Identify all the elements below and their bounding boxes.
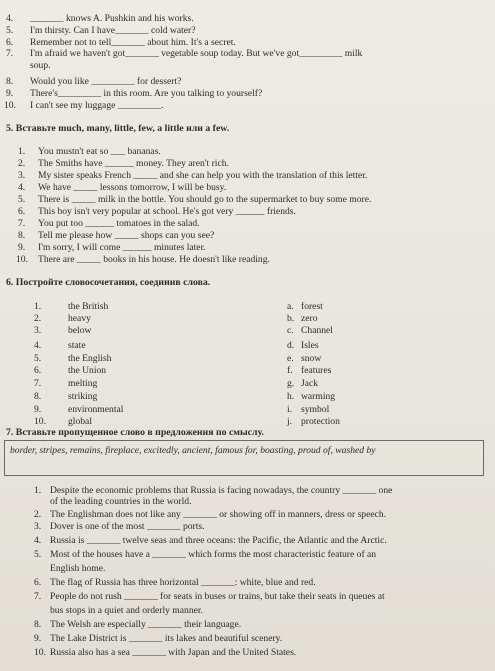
- match-letter: g.: [287, 378, 295, 389]
- match-right-word: symbol: [301, 404, 330, 415]
- match-letter: h.: [287, 391, 295, 402]
- match-letter: b.: [287, 313, 295, 324]
- item-number: 4.: [18, 182, 26, 193]
- item-number: 8.: [6, 76, 14, 87]
- sentence: You mustn't eat so ___ bananas.: [38, 146, 161, 157]
- sentence: My sister speaks French _____ and she can help you with the translation of this letter.: [38, 170, 368, 181]
- match-right-word: snow: [301, 353, 322, 364]
- item-number: 3.: [34, 521, 42, 532]
- item-number: 9.: [6, 88, 14, 99]
- match-letter: i.: [287, 404, 293, 415]
- match-right-word: warming: [301, 391, 336, 402]
- match-left-word: striking: [68, 391, 98, 402]
- item-number: 8.: [34, 619, 42, 630]
- sentence: Russia also has a sea _______ with Japan and the United States.: [50, 647, 297, 658]
- sentence: There is _____ milk in the bottle. You should go to the supermarket to buy some more.: [38, 194, 372, 205]
- match-left-word: the British: [68, 301, 109, 312]
- match-right-word: Jack: [301, 378, 319, 389]
- match-letter: c.: [287, 325, 294, 336]
- sentence: I'm afraid we haven't got_______ vegetable soup today. But we've got_________ milk: [30, 48, 363, 59]
- match-right-word: forest: [301, 301, 323, 312]
- sentence: The Welsh are especially _______ their language.: [50, 619, 242, 630]
- match-left-word: below: [68, 325, 92, 336]
- item-number: 7.: [6, 48, 14, 59]
- item-number: 9.: [18, 242, 26, 253]
- match-left-word: the Union: [68, 365, 107, 376]
- sentence: _______ knows A. Pushkin and his works.: [30, 13, 194, 24]
- item-number: 10.: [34, 647, 46, 658]
- match-number: 5.: [34, 353, 42, 364]
- match-letter: j.: [287, 416, 293, 427]
- match-number: 9.: [34, 404, 42, 415]
- item-number: 5.: [34, 549, 42, 560]
- item-number: 4.: [6, 13, 14, 24]
- item-number: 6.: [6, 37, 14, 48]
- sentence: We have _____ lessons tomorrow, I will be busy.: [38, 182, 227, 193]
- section5-heading: 5. Вставьте much, many, little, few, a little или a few.: [6, 123, 230, 134]
- item-number: 10.: [4, 100, 16, 111]
- sentence: Remember not to tell_______ about him. It's a secret.: [30, 37, 236, 48]
- match-number: 6.: [34, 365, 42, 376]
- item-number: 2.: [34, 509, 42, 520]
- sentence: Tell me please how _____ shops can you see?: [38, 230, 215, 241]
- sentence: The Smiths have ______ money. They aren't rich.: [38, 158, 229, 169]
- item-number: 6.: [34, 577, 42, 588]
- sentence: Dover is one of the most _______ ports.: [50, 521, 205, 532]
- match-left-word: global: [68, 416, 92, 427]
- item-number: 5.: [6, 25, 14, 36]
- match-left-word: melting: [68, 378, 98, 389]
- item-number: 10.: [16, 254, 28, 265]
- sentence: There's_________ in this room. Are you talking to yourself?: [30, 88, 263, 99]
- match-letter: a.: [287, 301, 294, 312]
- sentence: I can't see my luggage _________.: [30, 100, 164, 111]
- match-right-word: Channel: [301, 325, 333, 336]
- match-number: 10.: [34, 416, 46, 427]
- item-number: 7.: [34, 591, 42, 602]
- sentence: I'm sorry, I will come ______ minutes later.: [38, 242, 206, 253]
- item-number: 3.: [18, 170, 26, 181]
- match-number: 3.: [34, 325, 42, 336]
- item-number: 8.: [18, 230, 26, 241]
- section6-heading: 6. Постройте словосочетания, соединив слова.: [6, 277, 211, 288]
- sentence: soup.: [30, 60, 51, 71]
- match-number: 2.: [34, 313, 42, 324]
- sentence: of the leading countries in the world.: [50, 496, 192, 507]
- match-left-word: environmental: [68, 404, 124, 415]
- item-number: 9.: [34, 633, 42, 644]
- match-number: 7.: [34, 378, 42, 389]
- sentence: The Lake District is _______ its lakes and beautiful scenery.: [50, 633, 283, 644]
- match-letter: f.: [287, 365, 293, 376]
- match-right-word: protection: [301, 416, 340, 427]
- item-number: 1.: [18, 146, 26, 157]
- match-left-word: state: [68, 340, 86, 351]
- match-number: 1.: [34, 301, 42, 312]
- item-number: 2.: [18, 158, 26, 169]
- sentence: English home.: [50, 563, 106, 574]
- match-letter: e.: [287, 353, 294, 364]
- sentence: People do not rush _______ for seats in buses or trains, but take their seats in queues at: [50, 591, 385, 602]
- match-letter: d.: [287, 340, 295, 351]
- match-right-word: zero: [301, 313, 318, 324]
- sentence: The flag of Russia has three horizontal _______: white, blue and red.: [50, 577, 316, 588]
- match-number: 8.: [34, 391, 42, 402]
- sentence: This boy isn't very popular at school. He's got very ______ friends.: [38, 206, 296, 217]
- sentence: I'm thirsty. Can I have_______ cold water?: [30, 25, 196, 36]
- sentence: You put too ______ tomatoes in the salad.: [38, 218, 200, 229]
- sentence: Despite the economic problems that Russia is facing nowadays, the country _______ one: [50, 485, 393, 496]
- sentence: Most of the houses have a _______ which forms the most characteristic feature of an: [50, 549, 377, 560]
- match-left-word: the English: [68, 353, 112, 364]
- sentence: Russia is _______ twelve seas and three oceans: the Pacific, the Atlantic and the Arctic.: [50, 535, 387, 546]
- match-right-word: features: [301, 365, 332, 376]
- sentence: bus stops in a quiet and orderly manner.: [50, 605, 203, 616]
- item-number: 6.: [18, 206, 26, 217]
- word-bank-box: border, stripes, remains, fireplace, excitedly, ancient, famous for, boasting, proud of, washed by: [4, 440, 484, 476]
- sentence: The Englishman does not like any _______ or showing off in manners, dress or speech.: [50, 509, 387, 520]
- match-number: 4.: [34, 340, 42, 351]
- item-number: 4.: [34, 535, 42, 546]
- match-left-word: heavy: [68, 313, 91, 324]
- sentence: Would you like _________ for dessert?: [30, 76, 182, 87]
- item-number: 5.: [18, 194, 26, 205]
- item-number: 7.: [18, 218, 26, 229]
- section7-heading: 7. Вставьте пропущенное слово в предложения по смыслу.: [6, 427, 264, 438]
- sentence: There are _____ books in his house. He doesn't like reading.: [38, 254, 270, 265]
- match-right-word: Isles: [301, 340, 319, 351]
- item-number: 1.: [34, 485, 42, 496]
